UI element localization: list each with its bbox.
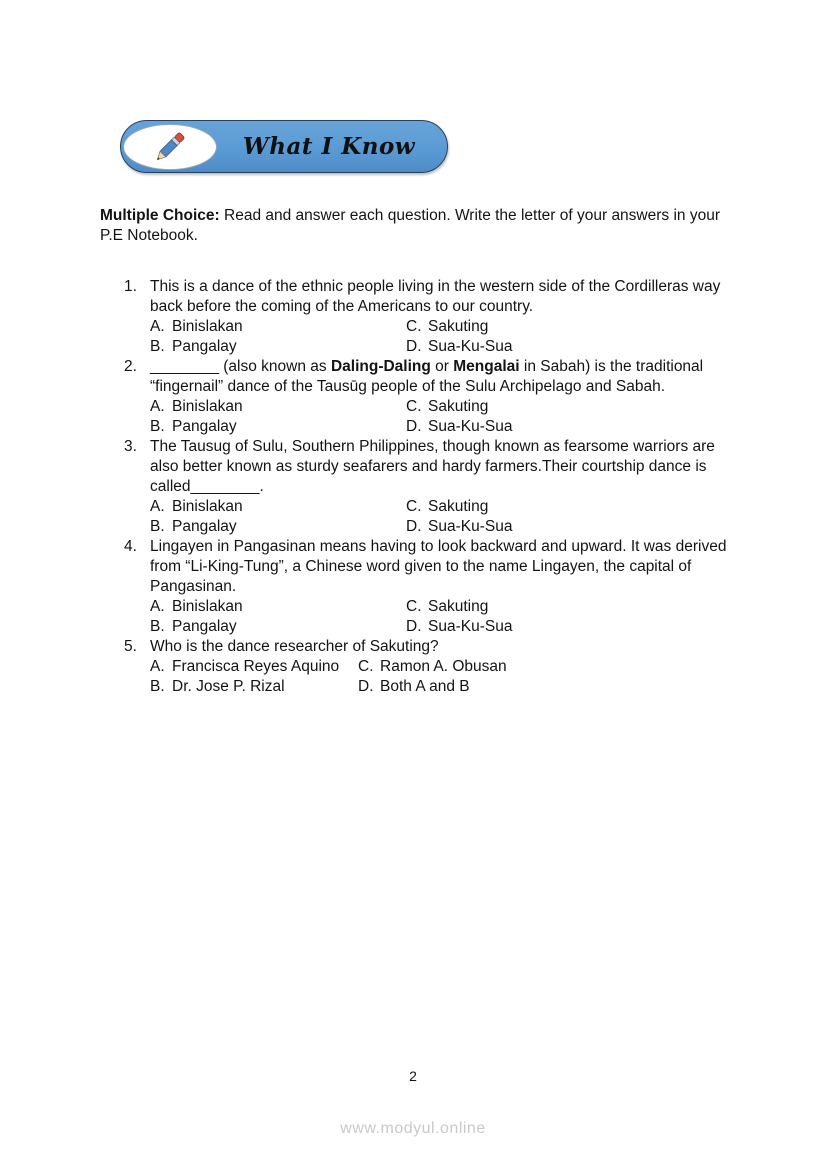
option-label: A.: [150, 318, 165, 335]
option-label: A.: [150, 598, 165, 615]
option-b: [150, 677, 358, 697]
option-d: [406, 337, 732, 357]
question-text-segment: or: [430, 358, 454, 375]
options-grid: [150, 597, 732, 637]
instructions-paragraph: [100, 206, 720, 246]
question-2: [124, 357, 732, 437]
option-text: Sakuting: [428, 498, 489, 515]
option-text: Sua-Ku-Sua: [428, 618, 513, 635]
option-text: Binislakan: [172, 598, 243, 615]
question-body: [150, 637, 732, 697]
option-text: Binislakan: [172, 398, 243, 415]
option-a: [150, 397, 406, 417]
option-text: Both A and B: [380, 678, 470, 695]
option-label: C.: [358, 658, 374, 675]
option-a: [150, 657, 358, 677]
option-d: [406, 417, 732, 437]
option-text: Pangalay: [172, 618, 237, 635]
option-label: C.: [406, 318, 422, 335]
option-text: Sua-Ku-Sua: [428, 518, 513, 535]
option-d: [406, 617, 732, 637]
option-b: [150, 517, 406, 537]
option-label: B.: [150, 618, 165, 635]
option-text: Sakuting: [428, 598, 489, 615]
question-4: [124, 537, 732, 637]
question-body: [150, 357, 732, 437]
question-number: 1.: [124, 278, 137, 295]
option-label: B.: [150, 518, 165, 535]
options-grid: [150, 497, 732, 537]
option-text: Sakuting: [428, 398, 489, 415]
option-a: [150, 497, 406, 517]
question-body: [150, 277, 732, 357]
option-text: Binislakan: [172, 498, 243, 515]
option-label: D.: [406, 418, 422, 435]
question-text: The Tausug of Sulu, Southern Philippines, though known as fearsome warriors are also better known as sturdy seafarers and hardy farmers.Their courtship dance is called________.: [150, 438, 715, 495]
option-label: A.: [150, 658, 165, 675]
option-c: [406, 497, 732, 517]
question-text: This is a dance of the ethnic people living in the western side of the Cordilleras way back before the coming of the Americans to our country.: [150, 278, 721, 315]
pencil-icon: [148, 130, 192, 164]
question-3: [124, 437, 732, 537]
option-text: Pangalay: [172, 338, 237, 355]
question-number: 3.: [124, 438, 137, 455]
option-d: [406, 517, 732, 537]
question-text-bold: Daling-Daling: [330, 358, 431, 375]
question-text: [150, 357, 732, 397]
question-number: 2.: [124, 358, 137, 375]
option-label: D.: [358, 678, 374, 695]
option-text: Francisca Reyes Aquino: [172, 658, 340, 675]
option-b: [150, 417, 406, 437]
option-label: B.: [150, 338, 165, 355]
option-c: [358, 657, 732, 677]
question-5: [124, 637, 732, 697]
option-c: [406, 317, 732, 337]
question-text: Who is the dance researcher of Sakuting?: [150, 638, 439, 655]
option-b: [150, 617, 406, 637]
option-text: Pangalay: [172, 518, 237, 535]
instructions-text: Read and answer each question. Write the letter of your answers in your P.E Notebook.: [100, 207, 720, 244]
option-label: C.: [406, 398, 422, 415]
question-body: [150, 537, 732, 637]
option-text: Dr. Jose P. Rizal: [172, 678, 285, 695]
question-body: [150, 437, 732, 537]
option-a: [150, 317, 406, 337]
question-text-segment: ________ (also known as: [150, 358, 331, 375]
option-label: D.: [406, 338, 422, 355]
option-label: A.: [150, 498, 165, 515]
instructions-label: Multiple Choice:: [100, 207, 220, 224]
option-label: A.: [150, 398, 165, 415]
options-grid: [150, 317, 732, 357]
option-text: Binislakan: [172, 318, 243, 335]
option-label: C.: [406, 598, 422, 615]
option-text: Sakuting: [428, 318, 489, 335]
options-grid: [150, 657, 732, 697]
question-text-segment: in Sabah) is the traditional “fingernail” dance of the Tausūg people of the Sulu Archipelago and Sabah.: [150, 358, 704, 395]
question-text: Lingayen in Pangasinan means having to look backward and upward. It was derived from “Li-King-Tung”, a Chinese word given to the name Lingayen, the capital of Pangasinan.: [150, 538, 727, 595]
option-text: Sua-Ku-Sua: [428, 418, 513, 435]
option-text: Ramon A. Obusan: [380, 658, 507, 675]
what-i-know-banner: [120, 120, 448, 173]
question-text-bold: Mengalai: [453, 358, 520, 375]
option-text: Sua-Ku-Sua: [428, 338, 513, 355]
question-1: [124, 277, 732, 357]
option-label: D.: [406, 518, 422, 535]
option-text: Pangalay: [172, 418, 237, 435]
page-number: 2: [409, 1068, 417, 1084]
option-label: B.: [150, 678, 165, 695]
option-d: [358, 677, 732, 697]
option-b: [150, 337, 406, 357]
question-number: 4.: [124, 538, 137, 555]
pencil-icon-oval: [123, 124, 217, 170]
options-grid: [150, 397, 732, 437]
option-c: [406, 597, 732, 617]
question-number: 5.: [124, 638, 137, 655]
option-c: [406, 397, 732, 417]
option-label: C.: [406, 498, 422, 515]
option-label: B.: [150, 418, 165, 435]
option-label: D.: [406, 618, 422, 635]
question-list: [124, 277, 732, 697]
option-a: [150, 597, 406, 617]
watermark-text: www.modyul.online: [340, 1120, 486, 1137]
banner-title: What I Know: [242, 133, 416, 160]
